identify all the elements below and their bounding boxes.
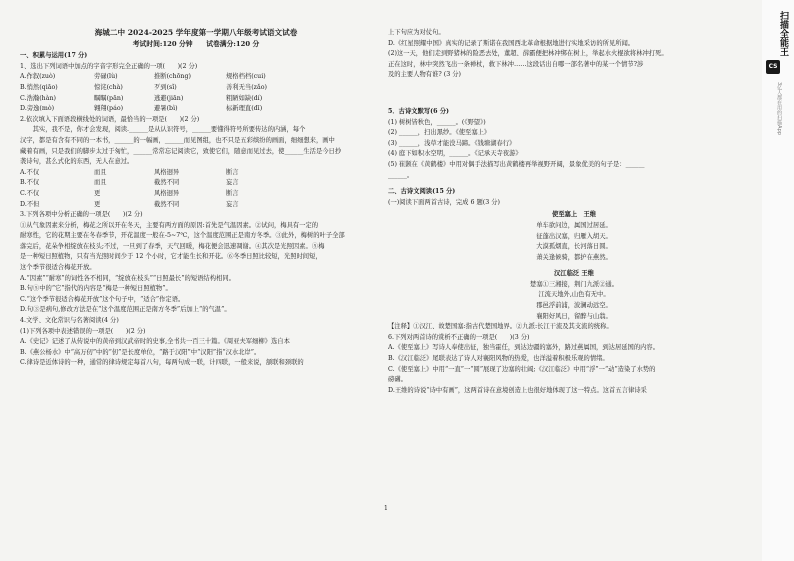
question-4: 4.文学、文化常识与名著阅读(4 分) [20,317,119,325]
cs-logo-icon: CS [766,60,780,74]
fill-blank-item: (2) ______，扫出黑纱。《使至塞上》 [388,129,491,137]
option-cell: A.不仅 [20,168,40,176]
question-5-items [388,118,760,182]
exam-meta: 考试时间:120 分钟 试卷满分:120 分 [132,39,260,48]
poem-line: 江流天地外,山色有无中。 [538,291,610,299]
option-cell: B.悄然(qiāo) [20,83,58,91]
scanner-subtitle: 3亿人都在用的扫描App [776,82,782,135]
option-line: A.《史记》记述了从传说中的黄帝到汉武帝时的史事,全书共一百三十篇。《周亚夫军细柳》选自本 [20,338,290,346]
option-line: B.句⑤中的“它”指代的内容是“梅是一种短日照植物”。 [20,285,172,293]
option-row [20,72,372,83]
question-2-passage [20,125,372,167]
option-row [20,94,372,105]
passage-line: 耐寒性，它的花期主要在冬春季节，开花温度一般在-5~7℃，这个温度范围正是南方冬季。③此外，梅树的叶子全部 [20,232,345,240]
option-row [20,104,372,115]
section-title-2: 二、古诗文阅读(15 分) [388,188,456,196]
section-title-1: 一、积累与运用(17 分) [20,52,88,60]
passage-line: 汉字，都是有含有不同的一本书，______的一幅画，______而见图组，也不只是五彩缤纷的画面，细细想来，画中 [20,136,335,144]
option-cell: 逃避(jiān) [154,94,184,102]
option-cell: 规格档档(cui) [226,73,266,81]
option-cell: 断言 [226,168,239,176]
poem-line: 征蓬出汉塞，归雁入胡天。 [536,232,612,240]
option-cell: 断言 [226,189,239,197]
passage-line: 这个季节很适合梅花开放。 [20,264,96,272]
question-3-options [20,274,372,316]
question-4-2 [388,49,760,81]
left-column [20,28,372,369]
option-row [20,168,372,179]
option-cell: 推断(chōng) [154,73,191,81]
question-4-options [20,337,372,369]
option-cell: 避暑(bì) [154,105,178,113]
option-line: A.“因素”“耐寒”的词性各不相同，“绽放在枝头”“日照最长”的短语结构相同。 [20,274,235,282]
option-cell: 善利无当(zǎo) [226,83,267,91]
poem-line: 楚塞①三湘接，荆门九派②通。 [529,280,619,288]
option-cell: 歹到(sǐ) [154,83,177,91]
option-row [20,200,372,211]
option-row [20,189,372,200]
passage-line: 落完后，花朵争相绽放在枝头;不过，一旦到了春季，天气回暖，梅花便会迅速凋谢。④其次是光照因素。⑤梅 [20,242,325,250]
option-cell: B.不仅 [20,179,40,187]
continued-text: 上下句应为对仗句。 [388,29,445,36]
option-cell: C.浩瀚(hàn) [20,94,56,102]
question-1: 1、选出下列词语中加点的字音字形完全正确的一项( )(2 分) [20,62,198,70]
option-line: 磅礴。 [388,376,407,384]
option-cell: 标新理直(dī) [226,105,263,113]
question-line: (2)这一天，他们走到野猪林的险恶去处，董超、薛霸便把林冲绑在树上，举起水火棍欲将林冲打死。 [388,50,668,58]
option-row [20,83,372,94]
fill-blank-item: (4) 庭下如积水空明，______。《记承天寺夜游》 [388,150,522,158]
fill-blank-item: ______。 [388,171,414,179]
option-line: D.王维的诗说“诗中有画”，这两首诗在意境创造上也很好地体现了这一特点。这首五言律诗采 [388,386,647,394]
fill-blank-item: (5) 崔颢在《黄鹤楼》中用对偶手法描写出黄鹤楼再举视野开阔，景象优美的句子是：______ [388,160,645,168]
question-1-options [20,72,372,114]
option-row [20,178,372,189]
option-cell: 劳碌(lù) [94,73,118,81]
option-line: B.《汉江临泛》尾联表达了诗人对襄阳风物的热爱，也洋溢着积极乐观的情绪。 [388,355,609,363]
passage-line: ①从气象因素来分析，梅花之所以开在冬天，主要有两方面的原因:首先是气温因素。②试问，梅具有一定的 [20,221,319,229]
option-cell: D.不但 [20,200,40,208]
right-column [388,28,760,396]
question-6-options [388,343,760,396]
scanner-brand: 扫描全能王 [778,10,788,56]
option-cell: 风格迥异 [154,168,180,176]
option-cell: 更 [94,189,101,197]
option-line: C.“这个季节很适合梅花开放”这个句子中，“适合”作定语。 [20,295,185,303]
option-cell: 截然不同 [154,179,180,187]
option-line: D.句③是病句,修改方法是在“这个温度范围正是南方冬季”后加上“的气温”。 [20,306,231,314]
option-cell: 更 [94,200,101,208]
question-5: 5．古诗文默写(6 分) [388,107,449,115]
passage-line: 藏着有画，只是我们的脚步太过于匆忙，______常常忘记阅读它，致使它们，随意而见过去，使______生活是今日抄 [20,147,342,155]
fill-blank-item: (3) ______，浅草才能没马蹄。《钱塘湖春行》 [388,139,516,147]
sub-section-1: (一)阅读下面两首古诗，完成 6 题(3 分) [388,198,501,206]
question-3: 3.下列各项中分析正确的一项是( )(2 分) [20,211,143,219]
option-cell: 妄言 [226,179,239,187]
question-6: 6.下列对两首诗的赏析不正确的一项是( )(3 分) [388,333,530,341]
question-3-passage [20,221,372,274]
poem-line: 单车欲问边，属国过居延。 [536,221,612,229]
poem-line: 萧关逢候骑，都护在燕然。 [536,253,612,261]
option-line: B.《燕公杨水》中“高万仞”中的“仞”是长度单位，“路于汉阳”中“汉阳”指“汉水北岸”。 [20,348,261,356]
fill-blank-item: (1) 树树皆秋色，______。(《野望》) [388,118,486,126]
option-cell: 风格迥异 [154,189,180,197]
option-cell: 翱翔(páo) [94,105,124,113]
passage-line: 其实，我不是，你才会发现，阅读.______是从认识符号，______要懂得符号所要传达的内涵，每个 [20,126,306,134]
passage-line: 是一种短日照植物，只有当光照时间少于 12 个小时，它才能生长和开花。⑥冬季日照比较短，光照时间短， [20,253,322,261]
option-line: A.《使至塞上》写诗人奉使出征，独当霍任，到达边疆的塞外，路过燕属国，到达居延国的内容。 [388,344,660,352]
option-cell: 妄言 [226,200,239,208]
poem-2-title: 汉江临泛 王维 [554,270,594,278]
option-cell: C.不仅 [20,189,40,197]
option-line: C.《使至塞上》中用“一直”一“圆”展现了边塞的壮阔;《汉江临泛》中用“浮”一“动”造染了水势的 [388,365,656,373]
option-cell: D.旁逸(mò) [20,105,55,113]
question-line: 正在这时，林中突然飞出一条禅杖，救下林冲……这段话出自哪一部名著中的某一个情节?涉 [388,60,644,68]
poem-note: 【注释】①汉江、故楚国塞:指古代楚国地界。②九派:长江干流及其支流的统称。 [388,323,613,331]
question-4-sub: (1)下列各项中表述错误的一项是( )(2 分) [20,327,146,335]
poem-line: 襄阳好风日，留醉与山翁。 [536,312,612,320]
option-cell: 粗陋如缺(dí) [226,94,263,102]
option-cell: 截然不同 [154,200,180,208]
option-d: D.《红星照耀中国》真实的记录了斯诺在我国西北革命根据地进行实地采访的所见所闻。 [388,39,635,47]
poem-line: 郡邑浮前浦，波澜动远空。 [536,302,612,310]
option-line: C.律诗是近体诗的一种，通常的律诗规定每首八句，每两句成一联，计四联，一般来说，颔联和颈联的 [20,359,304,367]
question-2-options [20,168,372,210]
poem-line: 大漠孤烟直，长河落日圆。 [536,243,612,251]
option-cell: 瞩瞩(pān) [94,94,124,102]
question-line: 及的主要人物有谁? (3 分) [388,71,461,79]
option-cell: 而且 [94,179,107,187]
option-cell: 惊诧(chà) [94,83,123,91]
poem-2 [388,280,760,322]
page-number: 1 [384,505,388,512]
option-cell: A.作叙(zuò) [20,73,56,81]
poem-1 [388,221,760,263]
question-2: 2.依次填入下面语段横线处的词语，最恰当的一项是( )(2 分) [20,115,200,123]
passage-line: 袭诗句，甚么式化的东西，无人在意过。 [20,158,134,166]
poem-1-title: 使至塞上 王维 [551,211,597,219]
exam-title: 海城二中 2024-2025 学年度第一学期八年级考试语文试卷 [94,28,298,37]
option-cell: 而且 [94,168,107,176]
